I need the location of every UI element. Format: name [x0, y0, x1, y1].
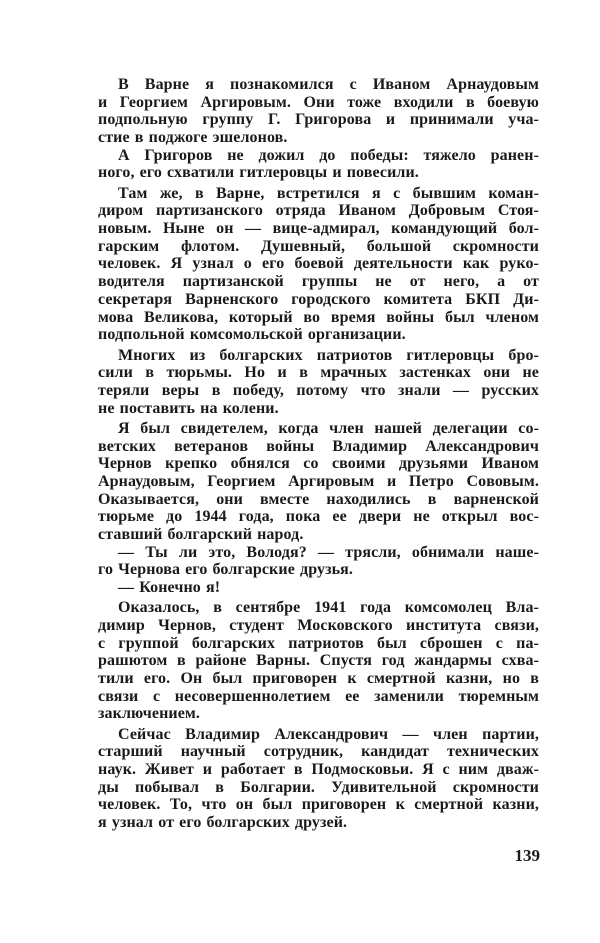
text-line: Арнаудовым, Георгием Аргировым и Петро Coвовым.	[98, 472, 539, 490]
text-line: Там же, в Варне, встретился я с бывшим коман-	[118, 184, 539, 202]
text-line: Сейчас Владимир Александрович — член партии,	[118, 725, 539, 743]
text-line: с группой болгарских патриотов был сброшен с па-	[98, 634, 539, 652]
text-line: Я был свидетелем, когда член нашей делегации со-	[118, 419, 539, 437]
text-line: новым. Ныне он — вице-адмирал, командующий бол-	[98, 220, 539, 238]
text-line: сили в тюрьмы. Но и в мрачных застенках они не	[98, 364, 539, 382]
text-line: ставший болгарский народ.	[98, 525, 304, 543]
text-line: — Конечно я!	[118, 579, 221, 597]
paragraph	[98, 420, 539, 544]
text-line: — Ты ли это, Володя? — трясли, обнимали наше-	[118, 543, 539, 561]
page-number: 139	[514, 846, 540, 865]
text-line: не поставить на колени.	[98, 399, 279, 417]
text-line: Многих из болгарских патриотов гитлеровцы бро-	[118, 346, 539, 364]
text-line: А Григоров не дожил до победы: тяжело ранен-	[118, 146, 539, 164]
text-line: водителя партизанской группы не от него, а от	[98, 273, 539, 291]
paragraph	[98, 76, 539, 147]
text-line: я узнал от его болгарских друзей.	[98, 814, 348, 832]
text-line: ветских ветеранов войны Владимир Александрович	[98, 437, 539, 455]
text-line: мова Великова, который во время войны был членом	[98, 308, 539, 326]
text-line: заключением.	[98, 705, 201, 723]
text-line: стие в поджоге эшелонов.	[98, 129, 288, 147]
text-line: В Варне я познакомился с Иваном Арнаудовым	[118, 76, 539, 93]
paragraph	[98, 726, 539, 832]
text-line: димир Чернов, студент Московского института связи,	[98, 617, 539, 634]
paragraph	[98, 544, 539, 579]
text-line: гарским флотом. Душевный, большой скромности	[98, 237, 539, 255]
text-line: теряли веры в победу, потому что знали — русских	[98, 381, 539, 399]
text-line: и Георгием Аргировым. Они тоже входили в боевую	[98, 93, 539, 111]
paragraph	[98, 599, 539, 723]
body-text	[98, 76, 539, 834]
text-line: ды побывал в Болгарии. Удивительной скромности	[98, 778, 539, 796]
text-line: Чернов крепко обнялся со своими друзьями Иваном	[98, 455, 539, 473]
text-line: го Чернова его болгарские друзья.	[98, 561, 354, 579]
text-line: секретаря Варненского городского комитета БКП Ди-	[98, 290, 539, 308]
text-line: ного, его схватили гитлеровцы и повесили.	[98, 164, 419, 182]
paragraph	[98, 147, 539, 182]
text-line: старший научный сотрудник, кандидат технических	[98, 743, 539, 761]
text-line: человек. Я узнал о его боевой деятельности как руко-	[98, 255, 539, 273]
paragraph	[98, 347, 539, 418]
text-line: подпольную группу Г. Григорова и принимали уча-	[98, 111, 539, 129]
paragraph	[98, 579, 539, 597]
paragraph	[98, 185, 539, 344]
text-line: Оказалось, в сентябре 1941 года комсомолец Вла-	[118, 599, 539, 617]
text-line: тили его. Он был приговорен к смертной казни, но в	[98, 670, 539, 688]
text-line: тюрьме до 1944 года, пока ее двери не открыл вос-	[98, 508, 539, 526]
text-line: человек. То, что он был приговорен к смертной казни,	[98, 796, 539, 814]
text-line: Оказывается, они вместе находились в варненской	[98, 490, 539, 508]
text-line: диром партизанского отряда Иваном Добровым Стоя-	[98, 202, 539, 220]
text-line: связи с несовершеннолетием ее заменили тюремным	[98, 687, 539, 705]
text-line: наук. Живет и работает в Подмосковьи. Я с ним дваж-	[98, 761, 539, 779]
text-line: подпольной комсомольской организации.	[98, 326, 406, 344]
text-line: рашютом в районе Варны. Спустя год жандармы схва-	[98, 652, 539, 670]
